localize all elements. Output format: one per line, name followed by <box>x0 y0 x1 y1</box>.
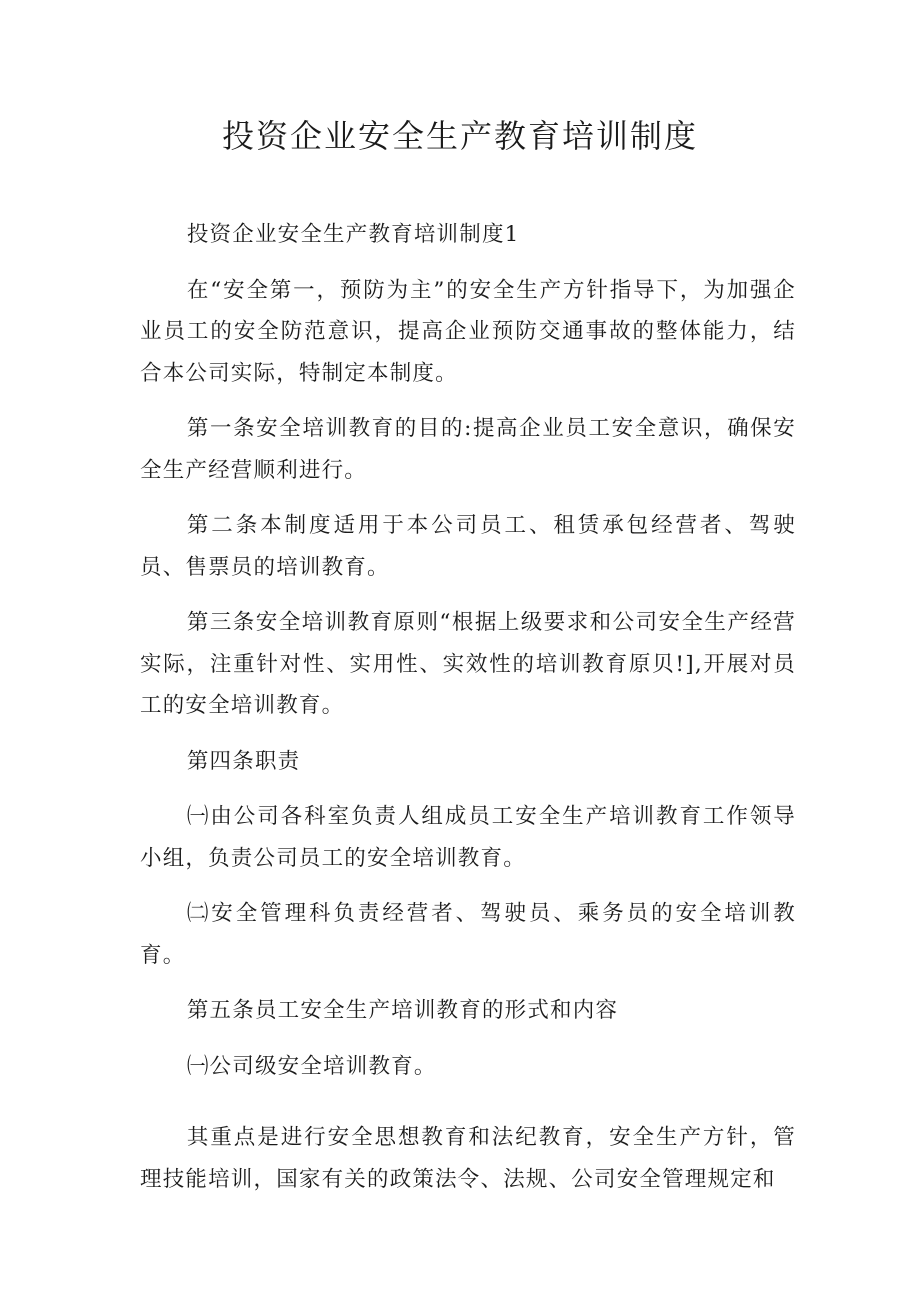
article-1-paragraph: 第一条安全培训教育的目的:提高企业员工安全意识，确保安全生产经营顺利进行。 <box>140 416 796 483</box>
article-3-paragraph: 第三条安全培训教育原则“根据上级要求和公司安全生产经营实际，注重针对性、实用性、实效性的培训教育原贝!],开展对员工的安全培训教育。 <box>140 610 796 718</box>
article-5-item-1: ㈠公司级安全培训教育。 <box>186 1053 437 1079</box>
article-4-heading: 第四条职责 <box>186 748 301 774</box>
article-4-item-1: ㈠由公司各科室负责人组成员工安全生产培训教育工作领导小组，负责公司员工的安全培训教育。 <box>140 804 796 871</box>
article-4-item-2: ㈡安全管理科负责经营者、驾驶员、乘务员的安全培训教育。 <box>140 901 796 968</box>
article-5-heading: 第五条员工安全生产培训教育的形式和内容 <box>186 998 619 1023</box>
document-body <box>140 214 796 1214</box>
article-5-item-1-detail: 其重点是进行安全思想教育和法纪教育，安全生产方针，管理技能培训，国家有关的政策法令、法规、公司安全管理规定和 <box>140 1125 796 1192</box>
article-2-paragraph: 第二条本制度适用于本公司员工、租赁承包经营者、驾驶员、售票员的培训教育。 <box>140 513 796 580</box>
document-title: 投资企业安全生产教育培训制度 <box>221 117 698 155</box>
section-heading: 投资企业安全生产教育培训制度1 <box>186 222 520 247</box>
intro-paragraph: 在“安全第一，预防为主”的安全生产方针指导下，为加强企业员工的安全防范意识，提高企业预防交通事故的整体能力，结合本公司实际，特制定本制度。 <box>140 277 796 386</box>
